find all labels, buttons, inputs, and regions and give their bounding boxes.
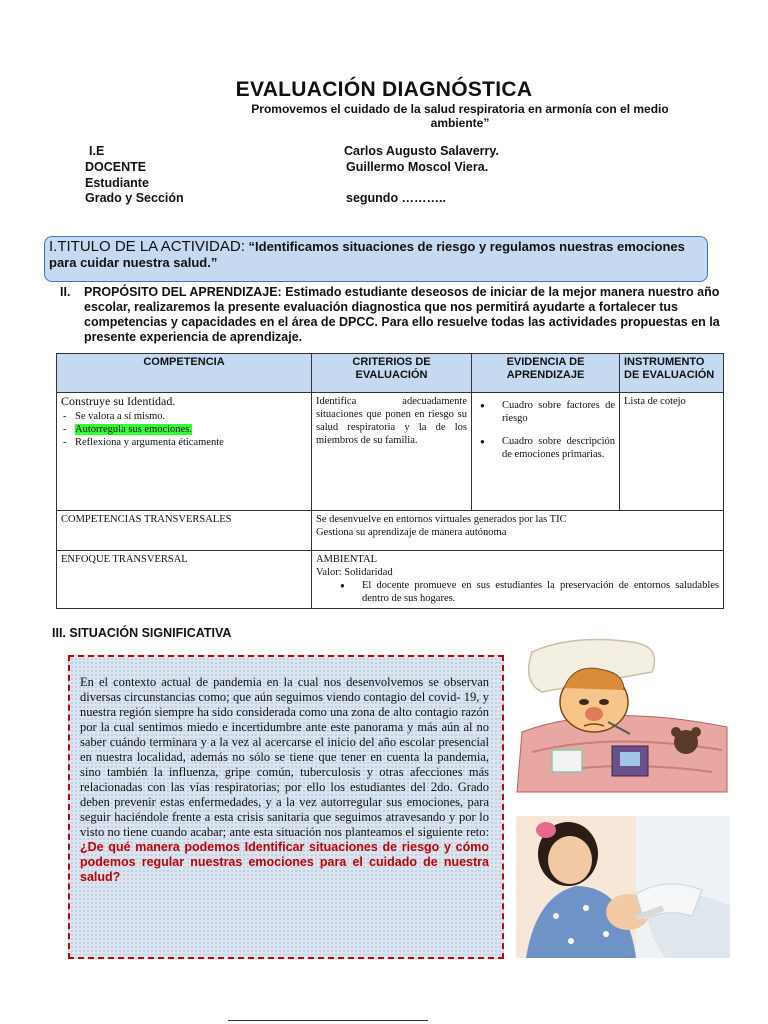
evidencia-item: ● Cuadro sobre descripción de emociones primarias. — [476, 435, 615, 461]
document-subtitle: Promovemos el cuidado de la salud respiratoria en armonía con el medio ambiente” — [251, 102, 669, 130]
situation-text: En el contexto actual de pandemia en la cual nos desenvolvemos se observan diversas circunstancias como; que aún seguimos viendo contagio del covid- 19, y nuestra región siempre ha sido considerada como una zona de alto contagio razón por la cual sentimos miedo e incertidumbre ante este panorama y más aún al no saber cuándo terminara y a la vez al acercarse el inicio del año escolar presencial en nuestra localidad, además no sólo se tiene que tener en cuenta la pandemia, sino también la influenza, gripe común, tuberculosis y otras afecciones más relacionadas con las vías respiratorias; por ello los estudiantes del 2do. Grado deben prevenir estas enfermedades, y a la vez autorregular sus emociones, para seguir haciéndole frente a esta crisis sanitaria que seguimos atravesando y por lo visto no tiene cuando acabar; ante esta situación nos planteamos el siguiente reto: — [80, 675, 489, 839]
activity-text: “Identificamos situaciones de riesgo y regulamos nuestras emociones para cuidar nuestra salud.” — [49, 239, 685, 270]
situation-text-block — [80, 675, 489, 885]
purpose-section — [60, 285, 724, 345]
criterios-cell: Identifica adecuadamente situaciones que ponen en riesgo su salud respiratoria y la de los miembros de su familia. — [312, 393, 472, 511]
document-title: EVALUACIÓN DIAGNÓSTICA — [235, 78, 533, 101]
footer-divider — [228, 1020, 428, 1021]
header-competencia: COMPETENCIA — [57, 354, 312, 393]
sick-child-illustration — [512, 632, 732, 800]
estudiante-label: Estudiante — [85, 176, 149, 190]
competency-table — [56, 353, 724, 609]
enfoque-name: AMBIENTAL — [316, 554, 377, 565]
highlighted-capacidad: Autorregula sus emociones. — [75, 424, 192, 435]
purpose-text: PROPÓSITO DEL APRENDIZAJE: Estimado estudiante deseosos de iniciar de la mejor manera nuestro año escolar, realizaremos la presente evaluación diagnostica que nos permitirá ayudarte a fortalecer tus competencias y capacidades en el área de DPCC. Para ello resuelve todas las actividades propuestas en la presente experiencia de aprendizaje. — [84, 285, 720, 344]
ie-label: I.E — [89, 144, 105, 158]
enfoque-cell — [312, 551, 724, 609]
enfoque-valor: Valor: Solidaridad — [316, 567, 393, 578]
evidencias-list — [476, 399, 615, 461]
competencia-title: Construye su Identidad. — [61, 394, 176, 408]
ie-value: Carlos Augusto Salaverry. — [344, 144, 499, 158]
transversales-label: COMPETENCIAS TRANSVERSALES — [57, 511, 312, 551]
grado-value: segundo ……….. — [346, 191, 446, 205]
docente-value: Guillermo Moscol Viera. — [346, 160, 489, 174]
purpose-number: II. — [60, 285, 71, 299]
header-criterios: CRITERIOS DE EVALUACIÓN — [312, 354, 472, 393]
enfoque-item: ● El docente promueve en sus estudiantes la preservación de entornos saludables dentro de sus hogares. — [336, 579, 719, 605]
grado-label: Grado y Sección — [85, 191, 184, 205]
enfoque-label: ENFOQUE TRANSVERSAL — [57, 551, 312, 609]
instrumento-cell: Lista de cotejo — [620, 393, 724, 511]
capacidades-list — [61, 410, 307, 449]
capacidad-item: - Se valora a sí mismo. — [61, 410, 307, 423]
competencia-cell — [57, 393, 312, 511]
capacidad-item: - Reflexiona y argumenta éticamente — [61, 436, 307, 449]
vaccination-photo — [516, 816, 730, 958]
docente-label: DOCENTE — [85, 160, 147, 174]
evidencia-item: ● Cuadro sobre factores de riesgo — [476, 399, 615, 425]
activity-title-box — [44, 236, 708, 282]
header-evidencia: EVIDENCIA DE APRENDIZAJE — [472, 354, 620, 393]
enfoque-list — [316, 579, 719, 605]
activity-label: I.TITULO DE LA ACTIVIDAD: — [49, 238, 245, 255]
situation-box — [68, 655, 504, 959]
situation-heading: III. SITUACIÓN SIGNIFICATIVA — [52, 626, 232, 640]
capacidad-item — [61, 423, 307, 436]
evidencias-cell — [472, 393, 620, 511]
transversales-text: Se desenvuelve en entornos virtuales generados por las TIC Gestiona su aprendizaje de manera autónoma — [312, 511, 724, 551]
situation-question: ¿De qué manera podemos Identificar situaciones de riesgo y cómo podemos regular nuestras emociones para el cuidado de nuestra salud? — [80, 840, 489, 884]
header-instrumento: INSTRUMENTO DE EVALUACIÓN — [620, 354, 724, 393]
